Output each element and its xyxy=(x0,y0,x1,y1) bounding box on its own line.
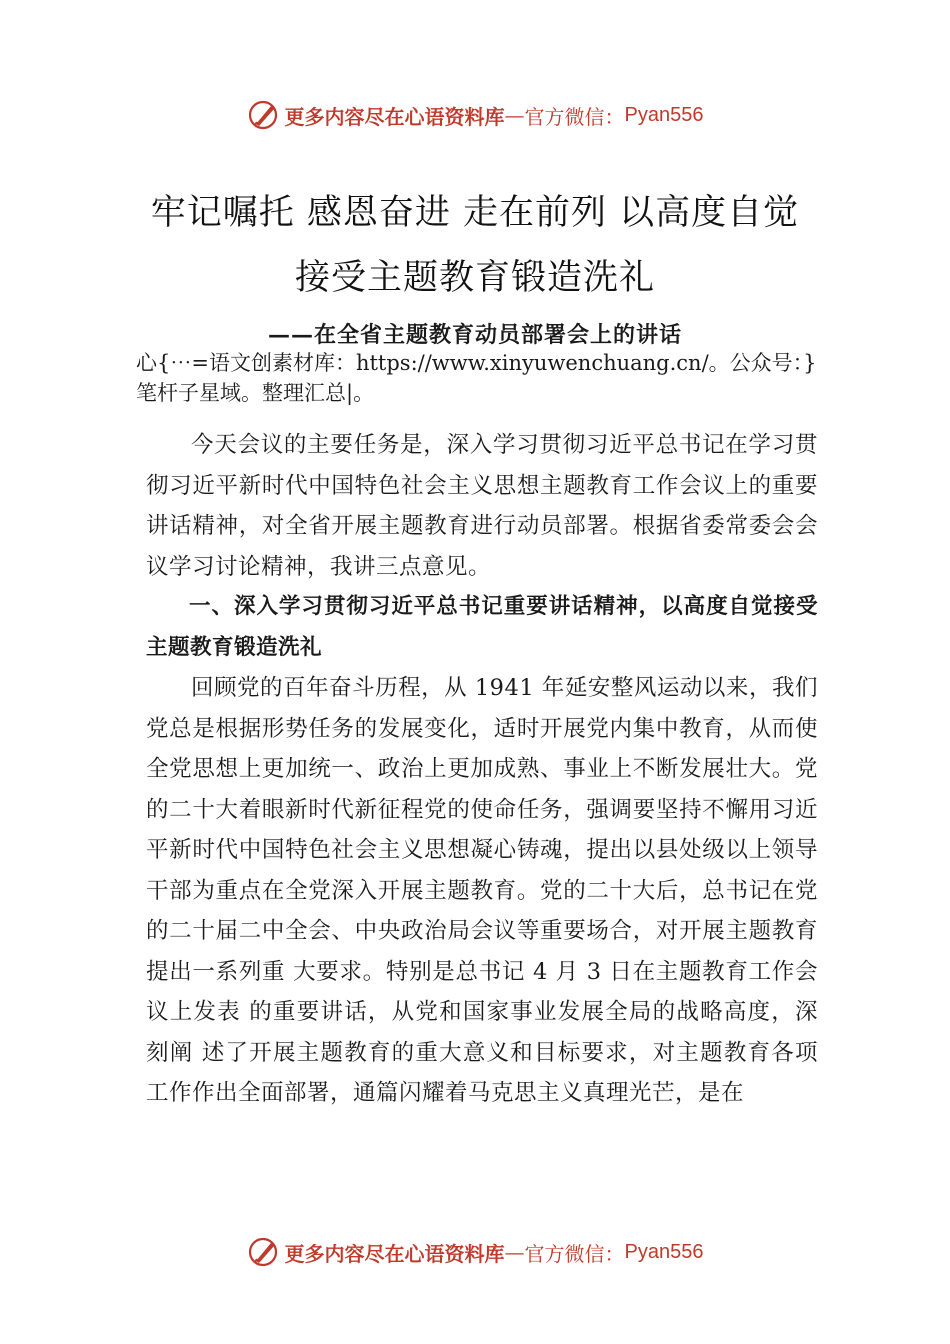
document-title-line-1: 牢记嘱托 感恩奋进 走在前列 以高度自觉 xyxy=(150,193,800,233)
banner-wechat-id: Pyan556 xyxy=(624,103,704,126)
paragraph-history: 回顾党的百年奋斗历程，从 1941 年延安整风运动以来，我们党总是根据形势任务的发展变化，适时开展党内集中教育，从而使全党思想上更加统一、政治上更加成熟、事业上不断发展壮大。党的二十大着眼新时代新征程党的使命任务，强调要坚持不懈用习近平新时代中国特色社会主义思想凝心铸魂，提出以县处级以上领导干部为重点在全党深入开展主题教育。党的二十大后，总书记在党的二十届二中全会、中央政治局会议等重要场合，对开展主题教育提出一系列重 大要求。特别是总书记 4 月 3 日在主题教育工作会议上发表 的重要讲话，从党和国家事业发展全局的战略高度，深刻阐 述了开展主题教育的重大意义和目标要求，对主题教育各项 工作作出全面部署，通篇闪耀着马克思主义真理光芒，是在 xyxy=(146,675,818,1106)
paragraph-intro: 今天会议的主要任务是，深入学习贯彻习近平总书记在学习贯彻习近平新时代中国特色社会主义思想主题教育工作会议上的重要讲话精神，对全省开展主题教育进行动员部署。根据省委常委会会议学习讨论精神，我讲三点意见。 xyxy=(146,432,818,580)
source-note: 心{⋯=语文创素材库：https://www.xinyuwenchuang.cn/。公众号：}笔杆子星域。整理汇总|。 xyxy=(136,351,817,405)
document-title-line-2: 接受主题教育锻造洗礼 xyxy=(294,258,655,298)
banner-wechat-label: 官方微信： xyxy=(524,1241,625,1266)
banner-dash: — xyxy=(504,103,525,127)
document-subtitle: ——在全省主题教育动员部署会上的讲话 xyxy=(267,322,682,348)
footer-banner xyxy=(0,1232,950,1272)
banner-dash: — xyxy=(504,1240,525,1264)
banner-wechat-id: Pyan556 xyxy=(624,1240,704,1263)
header-banner xyxy=(0,95,950,135)
banner-main-text: 更多内容尽在心语资料库 xyxy=(284,104,505,129)
section-heading-1: 一、深入学习贯彻习近平总书记重要讲话精神，以高度自觉接受主题教育锻造洗礼 xyxy=(146,594,818,660)
quill-pen-icon xyxy=(247,1235,281,1269)
banner-wechat-label: 官方微信： xyxy=(524,104,625,129)
document-body xyxy=(146,425,818,1114)
banner-main-text: 更多内容尽在心语资料库 xyxy=(284,1241,505,1266)
quill-pen-icon xyxy=(247,98,281,132)
